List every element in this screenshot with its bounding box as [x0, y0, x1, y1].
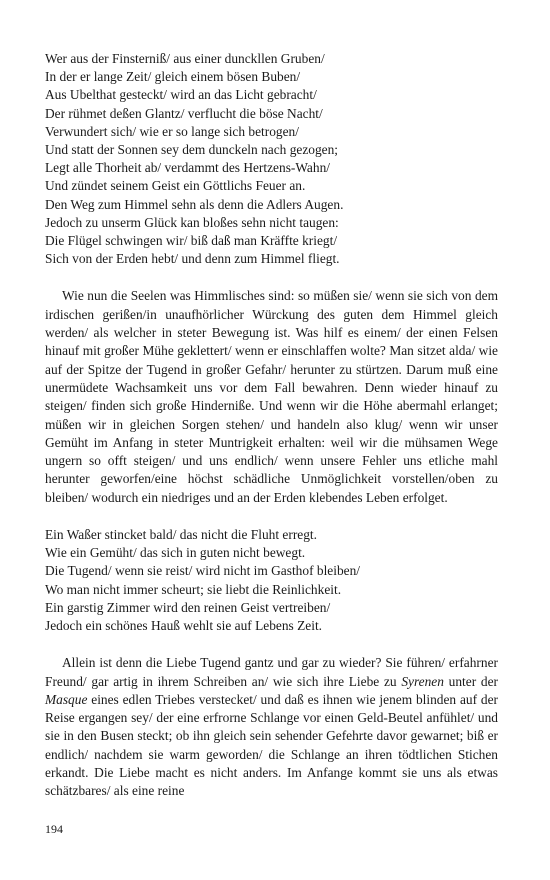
verse-line: In der er lange Zeit/ gleich einem bösen Buben/: [45, 69, 301, 85]
page-number: 194: [45, 822, 63, 836]
prose-paragraph-2: [45, 654, 498, 800]
page-body: [45, 50, 498, 801]
verse-line: Wie ein Gemüht/ das sich in guten nicht bewegt.: [45, 545, 306, 561]
verse-line: Sich von der Erden hebt/ und denn zum Himmel fliegt.: [45, 251, 340, 267]
italic-term: Syrenen: [401, 673, 444, 689]
paragraph-text: Allein ist denn die Liebe Tugend gantz und gar zu wieder? Sie führen/ erfahrner Freund/ gar artig in ihrem Schreiben an/ wie sich ihre Liebe zu: [45, 655, 498, 689]
verse-line: Jedoch ein schönes Hauß wehlt sie auf Lebens Zeit.: [45, 618, 323, 634]
italic-term: Masque: [45, 691, 88, 707]
verse-line: Die Tugend/ wenn sie reist/ wird nicht im Gasthof bleiben/: [45, 563, 361, 579]
paragraph-text: eines edlen Triebes verstecket/ und daß es ihnen wie jenem blinden auf der Reise ergangen sey/ der eine erfrorne Schlange vor einen Geld-Beutel anfühlet/ und sie in den Busen steckt; ob ihn gleich sein sehender Gefehrte davor gewarnet; biß er endlich/ nachdem sie warm geworden/ die Schlange an ihren tödtlichen Stichen erkandt. Die Liebe macht es nicht anders. Im Anfange kommt sie uns als etwas schätzbares/ als eine reine: [45, 691, 498, 799]
verse-line: Den Weg zum Himmel sehn als denn die Adlers Augen.: [45, 196, 344, 212]
verse-line: Verwundert sich/ wie er so lange sich betrogen/: [45, 123, 299, 139]
verse-line: Wer aus der Finsterniß/ aus einer dunckllen Gruben/: [45, 51, 325, 66]
poem-stanza-2: [45, 526, 498, 635]
verse-line: Legt alle Thorheit ab/ verdammt des Hertzens-Wahn/: [45, 160, 330, 176]
prose-paragraph-1: Wie nun die Seelen was Himmlisches sind: so müßen sie/ wenn sie sich von dem irdischen gerißen/in unaufhörlicher Würckung des guten dem Himmel gleich werden/ als welcher in steter Bewegung ist. Was hilf es einem/ der einen Felsen hinauf mit großer Mühe geklettert/ wenn er einschlaffen wolte? Man sitzet alda/ wie auf der Spitze der Tugend in großer Gefahr/ herunter zu stürtzen. Darum muß eine unermüdete Wachsamkeit uns vor dem Fall bewahren. Denn wieder hinauf zu steigen/ finden sich große Hinderniße. Und wenn wir die Höhe abermahl erlanget; müßen wir in gleichen Sorgen stehen/ und handeln also klug/ wenn wir unser Gemüht im Anfang in steter Muntrigkeit erhalten: weil wir die mühsamen Wege ungern so offt steigen/ und uns endlich/ wenn unsere Fehler uns etliche mahl herunter geworfen/eine höchst schädliche Unmöglichkeit vorstellen/oben zu bleiben/ wodurch ein niedriges und an der Erden klebendes Leben erfolget.: [45, 288, 498, 505]
verse-line: Aus Ubelthat gesteckt/ wird an das Licht gebracht/: [45, 87, 317, 103]
poem-stanza-1: [45, 50, 498, 268]
verse-line: Und zündet seinem Geist ein Göttlichs Feuer an.: [45, 178, 306, 194]
verse-line: Jedoch zu unserm Glück kan bloßes sehn nicht taugen:: [45, 214, 339, 230]
verse-line: Die Flügel schwingen wir/ biß daß man Kräffte kriegt/: [45, 233, 338, 249]
verse-line: Ein Waßer stincket bald/ das nicht die Fluht erregt.: [45, 527, 317, 542]
verse-line: Und statt der Sonnen sey dem dunckeln nach gezogen;: [45, 142, 339, 158]
verse-line: Ein garstig Zimmer wird den reinen Geist vertreiben/: [45, 599, 331, 615]
verse-line: Wo man nicht immer scheurt; sie liebt die Reinlichkeit.: [45, 581, 342, 597]
verse-line: Der rühmet deßen Glantz/ verflucht die böse Nacht/: [45, 105, 323, 121]
paragraph-text: unter der: [443, 673, 499, 689]
